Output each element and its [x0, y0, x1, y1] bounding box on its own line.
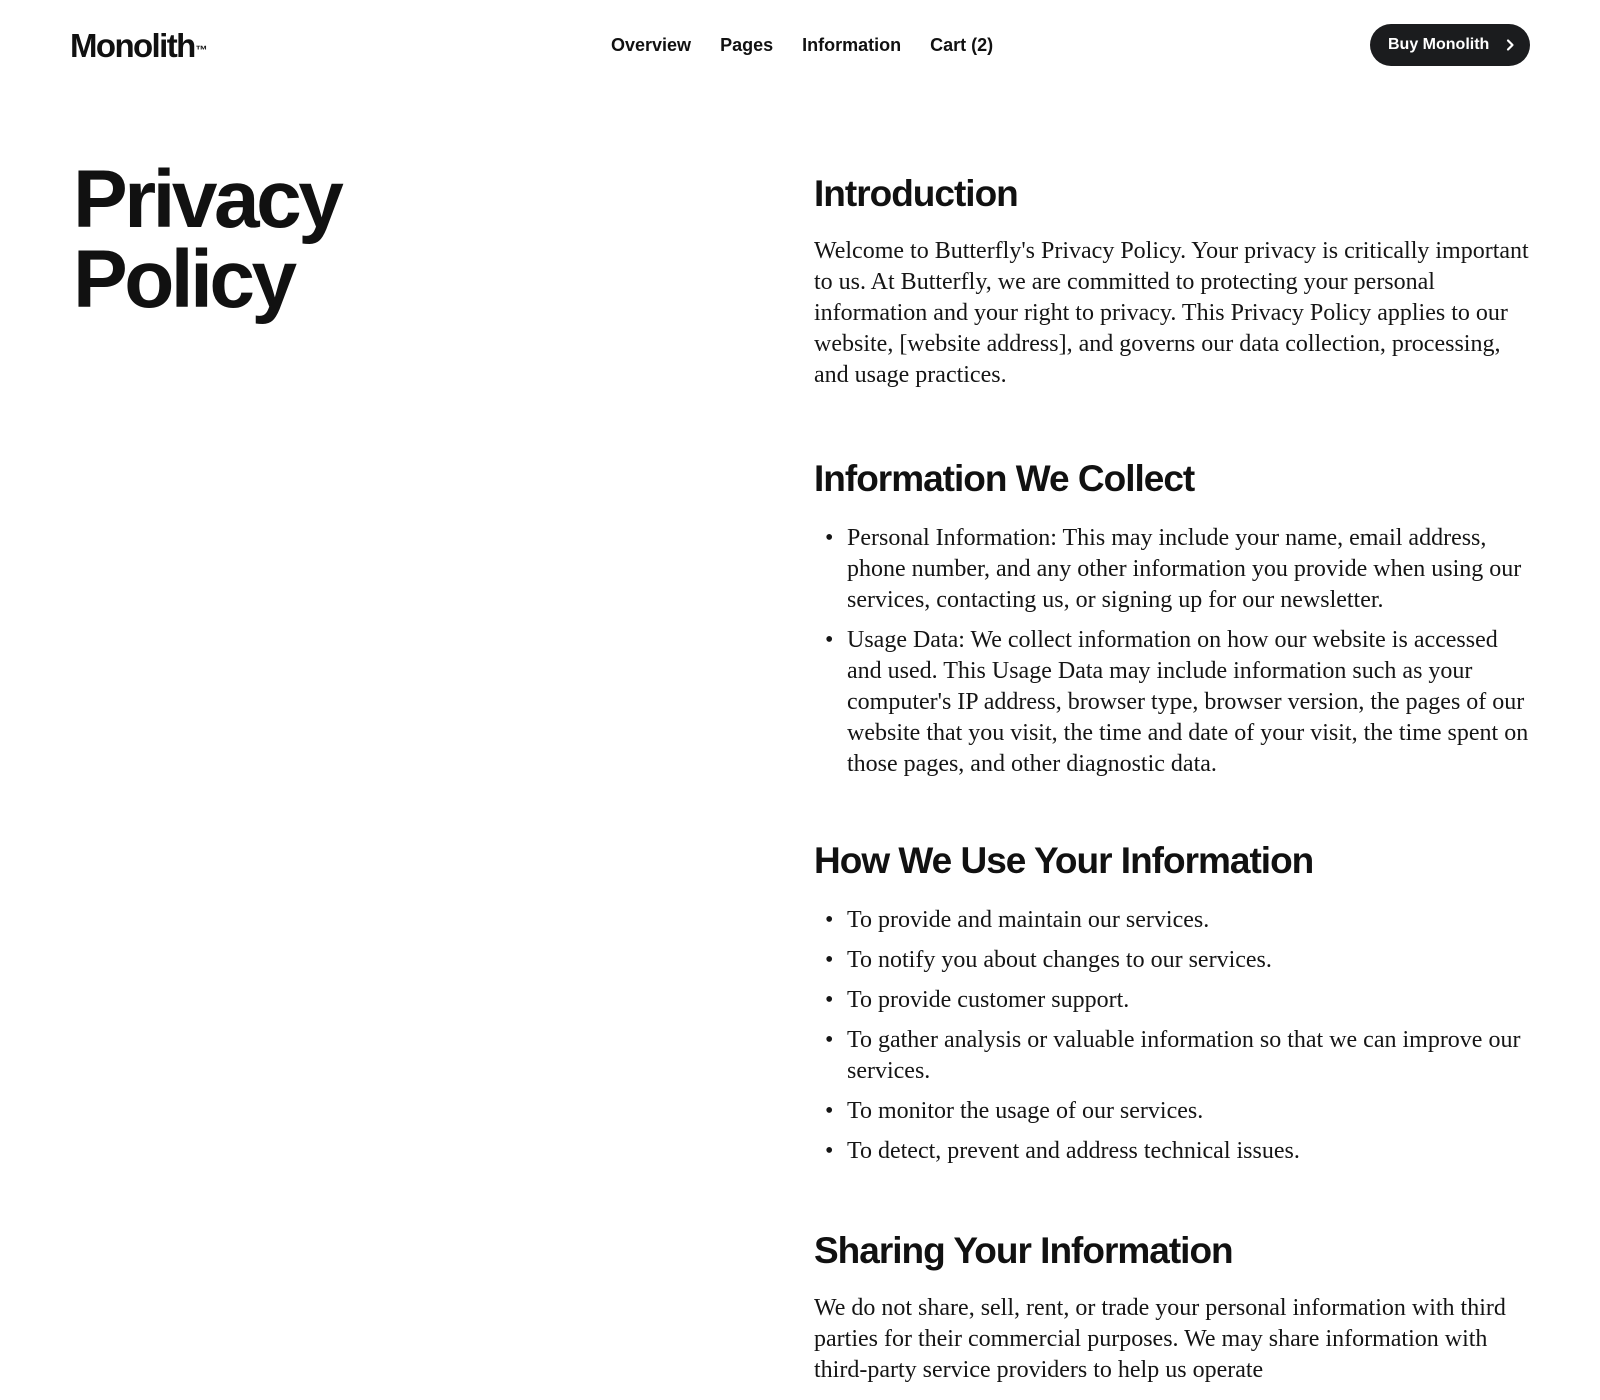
nav-pages[interactable]: Pages	[720, 35, 774, 55]
page-title	[73, 154, 493, 325]
section-information-we-collect	[814, 457, 1534, 780]
trademark-mark: ™	[195, 43, 208, 57]
section-heading: Sharing Your Information	[814, 1230, 1233, 1271]
bullet-list	[814, 905, 1534, 1167]
site-header	[0, 0, 1600, 90]
nav-overview[interactable]: Overview	[611, 35, 692, 55]
section-sharing	[814, 1229, 1534, 1386]
buy-button-label: Buy Monolith	[1388, 36, 1490, 53]
list-item: • To provide customer support.	[814, 985, 1534, 1016]
section-how-we-use	[814, 839, 1534, 1167]
section-heading: Introduction	[814, 173, 1018, 214]
section-heading: How We Use Your Information	[814, 840, 1314, 881]
brand-logo-text: Monolith	[70, 27, 195, 64]
list-item: • To provide and maintain our services.	[814, 905, 1534, 936]
chevron-right-icon	[1502, 37, 1518, 53]
buy-monolith-button[interactable]	[1370, 24, 1530, 66]
list-item: • To notify you about changes to our services.	[814, 945, 1534, 976]
list-item: • To gather analysis or valuable information so that we can improve our services.	[814, 1025, 1534, 1087]
list-item: • Usage Data: We collect information on how our website is accessed and used. This Usage Data may include information such as your computer's IP address, browser type, browser version, the pages of our website that you visit, the time and date of your visit, the time spent on those pages, and other diagnostic data.	[814, 625, 1534, 780]
section-heading: Information We Collect	[814, 458, 1195, 499]
nav-cart[interactable]: Cart (2)	[930, 35, 994, 55]
page-title-line-1: Privacy	[73, 154, 341, 245]
bullet-list	[814, 523, 1534, 780]
section-paragraph: We do not share, sell, rent, or trade your personal information with third parties for their commercial purposes. We may share information with third-party service providers to help us operate	[814, 1295, 1506, 1383]
brand-logo[interactable]	[70, 26, 208, 66]
nav-information[interactable]: Information	[802, 35, 902, 55]
section-paragraph: Welcome to Butterfly's Privacy Policy. Your privacy is critically important to us. At Butterfly, we are committed to protecting your personal information and your right to privacy. This Privacy Policy applies to our website, [website address], and governs our data collection, processing, and usage practices.	[814, 238, 1529, 388]
list-item: • To monitor the usage of our services.	[814, 1096, 1534, 1127]
main-nav	[611, 34, 993, 56]
list-item: • To detect, prevent and address technical issues.	[814, 1136, 1534, 1167]
page-title-line-2: Policy	[73, 234, 294, 325]
list-item: • Personal Information: This may include your name, email address, phone number, and any other information you provide when using our services, contacting us, or signing up for our newsletter.	[814, 523, 1534, 616]
section-introduction	[814, 172, 1534, 391]
policy-content	[814, 172, 1534, 1386]
